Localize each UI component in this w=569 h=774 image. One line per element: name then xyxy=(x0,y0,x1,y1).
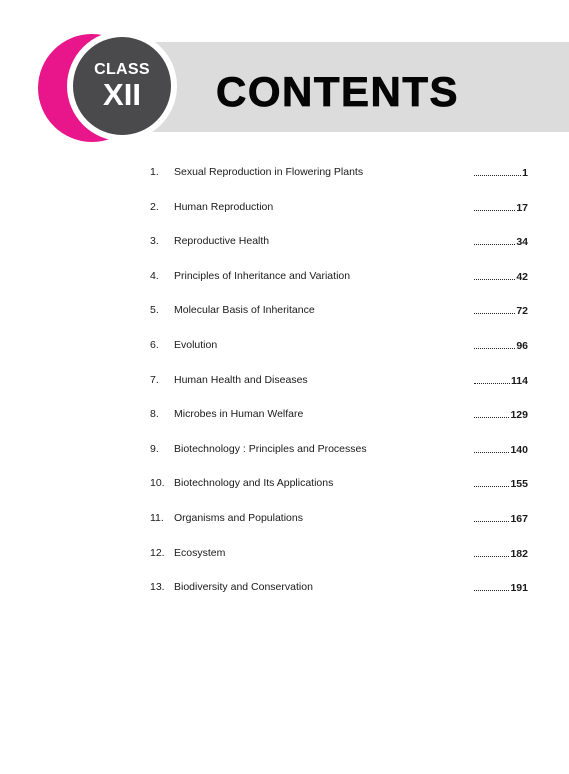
page-number: 182 xyxy=(510,547,528,560)
page-ref xyxy=(474,374,528,387)
toc-row[interactable] xyxy=(0,230,569,265)
page-ref xyxy=(474,235,528,248)
chapter-number: 10. xyxy=(150,477,165,490)
chapter-number: 3. xyxy=(150,235,159,248)
chapter-title: Organisms and Populations xyxy=(174,511,303,524)
chapter-number: 2. xyxy=(150,200,159,213)
toc-row[interactable] xyxy=(0,196,569,231)
dot-leader xyxy=(474,270,515,280)
chapter-number: 9. xyxy=(150,442,159,455)
dot-leader xyxy=(474,408,509,418)
chapter-title: Biotechnology : Principles and Processes xyxy=(174,442,367,455)
page-number: 129 xyxy=(510,409,528,422)
page-number: 96 xyxy=(516,339,528,352)
chapter-number: 1. xyxy=(150,166,159,178)
toc-row[interactable] xyxy=(0,161,569,196)
dot-leader xyxy=(474,547,509,557)
page-number: 34 xyxy=(516,236,528,249)
page-number: 155 xyxy=(510,478,528,491)
toc-row[interactable] xyxy=(0,507,569,542)
page-ref xyxy=(474,166,528,179)
page-title: CONTENTS xyxy=(216,68,459,115)
chapter-number: 8. xyxy=(150,408,159,421)
badge-class-number: XII xyxy=(103,77,141,112)
chapter-title: Ecosystem xyxy=(174,546,226,559)
toc-row[interactable] xyxy=(0,472,569,507)
toc-row[interactable] xyxy=(0,403,569,438)
class-badge xyxy=(73,37,171,135)
chapter-number: 5. xyxy=(150,304,159,317)
toc-row[interactable] xyxy=(0,299,569,334)
page-ref xyxy=(474,270,528,283)
chapter-number: 6. xyxy=(150,338,159,351)
page-number: 114 xyxy=(511,374,528,387)
dot-leader xyxy=(474,443,509,453)
chapter-title: Principles of Inheritance and Variation xyxy=(174,269,351,282)
toc-row[interactable] xyxy=(0,576,569,611)
page-ref xyxy=(474,339,528,352)
toc-row[interactable] xyxy=(0,542,569,577)
badge-class-label: CLASS xyxy=(94,61,150,78)
page-number: 17 xyxy=(516,201,528,214)
page-ref xyxy=(474,477,528,490)
chapter-title: Biodiversity and Conservation xyxy=(174,581,313,594)
chapter-title: Human Health and Diseases xyxy=(174,373,308,386)
chapter-number: 12. xyxy=(150,546,165,559)
page-number: 167 xyxy=(510,512,528,525)
page-ref xyxy=(474,512,528,525)
page-number: 191 xyxy=(510,582,528,595)
toc-row[interactable] xyxy=(0,369,569,404)
chapter-title: Molecular Basis of Inheritance xyxy=(174,304,315,317)
toc-row[interactable] xyxy=(0,438,569,473)
toc-row[interactable] xyxy=(0,334,569,369)
chapter-number: 13. xyxy=(150,581,165,594)
page-number: 42 xyxy=(516,270,528,283)
dot-leader xyxy=(474,374,510,384)
chapter-number: 11. xyxy=(150,511,164,524)
toc-row[interactable] xyxy=(0,265,569,300)
chapter-title: Human Reproduction xyxy=(174,200,274,213)
page-ref xyxy=(474,581,528,594)
dot-leader xyxy=(474,304,515,314)
dot-leader xyxy=(474,477,509,487)
table-of-contents xyxy=(0,161,569,611)
chapter-number: 7. xyxy=(150,373,159,386)
page-ref xyxy=(474,547,528,560)
chapter-title: Microbes in Human Welfare xyxy=(174,408,304,421)
dot-leader xyxy=(474,339,515,349)
chapter-title: Evolution xyxy=(174,338,218,351)
dot-leader xyxy=(474,235,515,245)
chapter-title: Reproductive Health xyxy=(174,235,270,248)
dot-leader xyxy=(474,512,509,522)
chapter-title: Sexual Reproduction in Flowering Plants xyxy=(174,166,364,178)
dot-leader xyxy=(474,581,509,591)
page-number: 140 xyxy=(510,443,528,456)
dot-leader xyxy=(474,201,515,211)
page-number: 1 xyxy=(522,167,528,179)
page-ref xyxy=(474,201,528,214)
page-ref xyxy=(474,408,528,421)
dot-leader xyxy=(474,166,521,176)
page-ref xyxy=(474,304,528,317)
page-ref xyxy=(474,443,528,456)
chapter-number: 4. xyxy=(150,269,159,282)
page-number: 72 xyxy=(516,305,528,318)
chapter-title: Biotechnology and Its Applications xyxy=(174,477,334,490)
